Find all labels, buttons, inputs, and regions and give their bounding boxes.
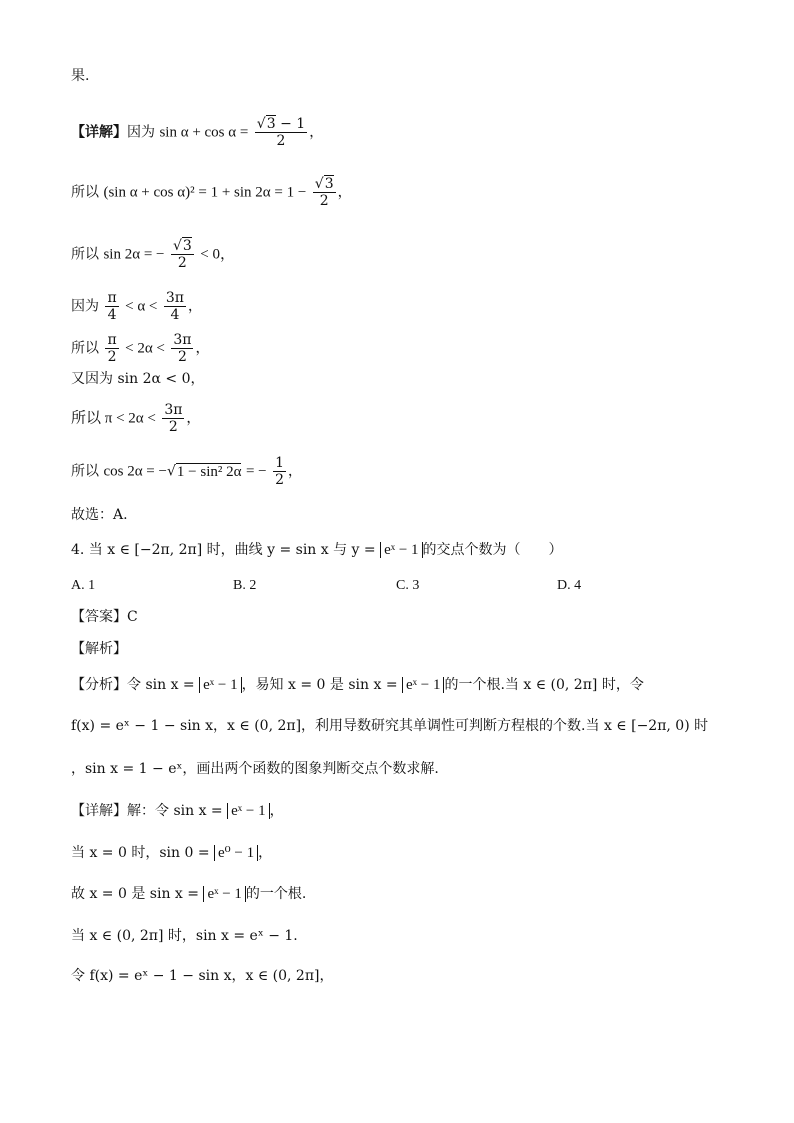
text: 当 x = 0 时，sin 0 =	[71, 845, 215, 861]
answer: 【答案】C	[71, 609, 138, 625]
den: 2	[276, 133, 286, 149]
den: 4	[107, 307, 117, 323]
fraction: $\frac{√3 - 1}{2}$	[256, 116, 306, 149]
text: 所以	[71, 340, 99, 357]
text-line	[71, 369, 204, 389]
num: π	[107, 290, 117, 306]
text: ，	[258, 845, 273, 861]
abs-expr: eˣ − 1	[227, 803, 269, 819]
fraction: $\frac{√3}{2}$	[314, 176, 334, 209]
text-line	[71, 290, 202, 323]
text-line	[71, 843, 272, 863]
text: 【分析】令 sin x =	[71, 677, 200, 693]
abs-expr: eˣ − 1	[199, 677, 241, 693]
punct: ，	[186, 410, 201, 427]
question-text: 的交点个数为（ ）	[422, 542, 563, 558]
punct: ，	[309, 124, 324, 141]
text-line	[71, 675, 644, 695]
text-line	[71, 176, 352, 209]
math: cos 2α = −	[103, 463, 167, 480]
text: 所以	[71, 246, 99, 263]
question-4	[71, 540, 563, 560]
den: 2	[177, 255, 187, 271]
text-line	[71, 884, 306, 904]
text-line	[71, 759, 439, 779]
text-line	[71, 66, 89, 86]
text-line	[71, 505, 128, 525]
root: 1 − sin² 2α	[176, 463, 242, 480]
text-line	[71, 116, 323, 149]
question-text: 4. 当 x ∈ [−2π, 2π] 时，曲线 y = sin x 与 y =	[71, 542, 381, 558]
math: < 0，	[200, 246, 235, 263]
text: 又因为 sin 2α < 0，	[71, 371, 205, 387]
text: 当 x ∈ (0, 2π] 时，sin x = eˣ − 1.	[71, 928, 298, 944]
answer-line	[71, 607, 138, 627]
text: 令 f(x) = eˣ − 1 − sin x，x ∈ (0, 2π]，	[71, 968, 334, 984]
abs-expr: eˣ − 1	[203, 886, 245, 902]
punct: ，	[287, 463, 302, 480]
text: 【详解】解：令 sin x =	[71, 803, 228, 819]
choice-d: D. 4	[557, 578, 582, 593]
text: f(x) = eˣ − 1 − sin x，x ∈ (0, 2π]，利用导数研究其单调性可判断方程根的个数.当 x ∈ [−2π, 0) 时	[71, 718, 709, 734]
math: = −	[245, 463, 267, 480]
fraction	[162, 402, 184, 435]
num: 1	[275, 455, 284, 471]
punct: ，	[337, 184, 352, 201]
text: 因为	[127, 124, 155, 141]
text-line	[71, 966, 334, 986]
num: 3π	[173, 332, 192, 348]
math: sin α + cos α =	[159, 124, 249, 141]
math: < 2α <	[125, 340, 165, 357]
detail-label: 【详解】	[71, 124, 127, 141]
fraction	[273, 455, 286, 488]
math: sin 2α = −	[103, 246, 165, 263]
text-line	[71, 801, 284, 821]
text: 故 x = 0 是 sin x =	[71, 886, 204, 902]
punct: ，	[195, 340, 210, 357]
abs-expr: eˣ − 1	[402, 677, 444, 693]
den: 2	[319, 193, 329, 209]
text: 因为	[71, 298, 99, 315]
text: 所以	[71, 463, 99, 480]
text: 果.	[71, 68, 90, 84]
den: 2	[177, 349, 187, 365]
text-line	[71, 402, 200, 435]
fraction	[171, 332, 193, 365]
text: 所以	[71, 184, 99, 201]
choice-a: A. 1	[71, 578, 96, 593]
text: ，易知 x = 0 是 sin x =	[241, 677, 403, 693]
num: 3π	[165, 290, 184, 306]
analysis-line	[71, 639, 127, 659]
math: (sin α + cos α)² = 1 + sin 2α = 1 −	[103, 184, 307, 201]
text-line	[71, 926, 298, 946]
abs-expr: e⁰ − 1	[214, 845, 258, 861]
root: 3	[266, 116, 276, 132]
math: < α <	[125, 298, 158, 315]
fraction	[105, 332, 118, 365]
den: 2	[168, 419, 178, 435]
root: 3	[324, 176, 334, 192]
text: 的一个根.	[245, 886, 307, 902]
fraction: $\frac{√3}{2}$	[172, 238, 192, 271]
text: ，sin x = 1 − eˣ，画出两个函数的图象判断交点个数求解.	[71, 761, 439, 777]
math: 所以 π < 2α <	[71, 410, 156, 427]
fraction	[164, 290, 186, 323]
punct: ，	[187, 298, 202, 315]
den: 4	[170, 307, 180, 323]
choice-b: B. 2	[233, 578, 257, 593]
analysis-label: 【解析】	[71, 641, 127, 657]
abs-expr: eˣ − 1	[380, 542, 422, 558]
text-line	[71, 238, 235, 271]
fraction	[105, 290, 118, 323]
text-line	[71, 716, 708, 736]
text-line: 所以 cos 2α = −√1 − sin² 2α = − $\frac{1}{2}$ ，	[71, 455, 302, 488]
num: π	[107, 332, 117, 348]
num: 3π	[164, 402, 183, 418]
text: ，	[269, 803, 284, 819]
text-line	[71, 332, 209, 365]
text: 的一个根.当 x ∈ (0, 2π] 时，令	[444, 677, 644, 693]
num-rest: − 1	[275, 116, 306, 132]
text: 故选：A.	[71, 507, 128, 523]
den: 2	[107, 349, 117, 365]
choice-c: C. 3	[396, 578, 420, 593]
root: 3	[182, 238, 192, 254]
den: 2	[275, 472, 284, 488]
